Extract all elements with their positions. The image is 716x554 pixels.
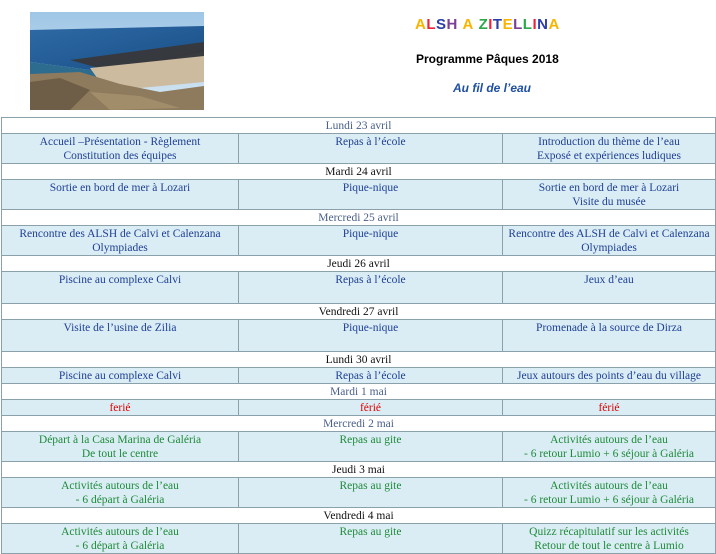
day-header-row — [2, 416, 716, 432]
day-label: Jeudi 26 avril — [2, 256, 716, 272]
activity-line: Visite du musée — [572, 196, 646, 208]
activity-row — [2, 368, 716, 384]
title-letter: A — [415, 16, 427, 33]
day-header-row — [2, 210, 716, 226]
morning-activity — [2, 400, 239, 416]
morning-activity — [2, 272, 239, 304]
lunch — [239, 226, 503, 256]
activity-row — [2, 478, 716, 508]
activity-line: Repas à l’école — [335, 370, 406, 382]
afternoon-activity — [503, 180, 716, 210]
title-letter: A — [548, 16, 560, 33]
activity-line: Sortie en bord de mer à Lozari — [538, 182, 680, 194]
day-header-row — [2, 508, 716, 524]
day-header-row — [2, 164, 716, 180]
afternoon-activity — [503, 524, 716, 554]
activity-line: Activités autours de l’eau — [61, 480, 179, 492]
activity-line: Pique-nique — [342, 182, 399, 194]
activity-line: Repas au gite — [339, 434, 402, 446]
afternoon-activity — [503, 272, 716, 304]
lunch — [239, 320, 503, 352]
day-header-row — [2, 462, 716, 478]
activity-line: - 6 départ à Galéria — [75, 540, 165, 552]
lunch — [239, 272, 503, 304]
center-title — [415, 16, 560, 33]
title-letter: H — [446, 16, 458, 33]
day-header-row — [2, 352, 716, 368]
activity-line: Rencontre des ALSH de Calvi et Calenzana — [19, 228, 221, 240]
activity-line: Jeux autours des points d’eau du village — [517, 370, 701, 382]
activity-line: - 6 retour Lumio + 6 séjour à Galéria — [524, 494, 694, 506]
program-subtitle: Programme Pâques 2018 — [416, 52, 559, 66]
activity-line: Quizz récapitulatif sur les activités — [529, 526, 689, 538]
afternoon-activity — [503, 432, 716, 462]
activity-row — [2, 524, 716, 554]
activity-line: Constitution des équipes — [63, 150, 177, 162]
afternoon-activity — [503, 368, 716, 384]
title-letter: L — [522, 16, 533, 33]
activity-line: Activités autours de l’eau — [550, 480, 668, 492]
activity-line: Piscine au complexe Calvi — [58, 370, 182, 382]
title-letter: L — [513, 16, 523, 33]
activity-line: férié — [359, 402, 382, 414]
activity-line: Piscine au complexe Calvi — [58, 274, 182, 286]
afternoon-activity — [503, 478, 716, 508]
title-letter: I — [488, 16, 493, 33]
day-label: Mercredi 2 mai — [2, 416, 716, 432]
afternoon-activity — [503, 320, 716, 352]
title-letter: L — [426, 16, 437, 33]
day-label: Lundi 30 avril — [2, 352, 716, 368]
afternoon-activity — [503, 400, 716, 416]
day-header-row — [2, 384, 716, 400]
morning-activity — [2, 524, 239, 554]
morning-activity — [2, 180, 239, 210]
lunch — [239, 478, 503, 508]
coastline-photo-drawing — [30, 12, 204, 110]
activity-line: Pique-nique — [342, 322, 399, 334]
lunch — [239, 524, 503, 554]
day-header-row — [2, 118, 716, 134]
title-letter: S — [436, 16, 447, 33]
title-letter: Z — [478, 16, 489, 33]
title-letter: T — [492, 16, 503, 33]
activity-line: Repas à l’école — [335, 136, 406, 148]
activity-line: Repas au gite — [339, 480, 402, 492]
activity-line: ferié — [109, 402, 131, 414]
lunch — [239, 134, 503, 164]
activity-line: Repas à l’école — [335, 274, 406, 286]
program-theme: Au fil de l’eau — [453, 81, 532, 95]
morning-activity — [2, 320, 239, 352]
activity-line: Sortie en bord de mer à Lozari — [49, 182, 191, 194]
activity-row — [2, 272, 716, 304]
activity-row — [2, 400, 716, 416]
afternoon-activity — [503, 134, 716, 164]
morning-activity — [2, 478, 239, 508]
activity-line: férié — [598, 402, 620, 414]
day-label: Jeudi 3 mai — [2, 462, 716, 478]
schedule-table — [1, 117, 716, 554]
activity-line: Olympiades — [92, 242, 148, 254]
day-label: Lundi 23 avril — [2, 118, 716, 134]
lunch — [239, 400, 503, 416]
title-letter: N — [537, 16, 549, 33]
morning-activity — [2, 134, 239, 164]
schedule-body — [2, 118, 716, 554]
activity-line: Activités autours de l’eau — [550, 434, 668, 446]
activity-line: Visite de l’usine de Zilia — [63, 322, 177, 334]
activity-row — [2, 432, 716, 462]
activity-row — [2, 226, 716, 256]
day-label: Vendredi 4 mai — [2, 508, 716, 524]
activity-line: Olympiades — [581, 242, 637, 254]
morning-activity — [2, 432, 239, 462]
activity-line: Rencontre des ALSH de Calvi et Calenzana — [508, 228, 710, 240]
activity-line: Retour de tout le centre à Lumio — [534, 540, 684, 552]
title-letter: I — [532, 16, 538, 33]
lunch — [239, 432, 503, 462]
activity-line: Exposé et expériences ludiques — [536, 150, 682, 162]
day-label: Mardi 24 avril — [2, 164, 716, 180]
lunch — [239, 180, 503, 210]
day-label: Vendredi 27 avril — [2, 304, 716, 320]
activity-line: Introduction du thème de l’eau — [538, 136, 680, 148]
activity-row — [2, 180, 716, 210]
activity-line: Départ à la Casa Marina de Galéria — [38, 434, 202, 446]
coastline-photo — [30, 12, 204, 110]
activity-line: Repas au gite — [339, 526, 402, 538]
day-header-row — [2, 256, 716, 272]
lunch — [239, 368, 503, 384]
activity-line: Jeux d’eau — [584, 274, 634, 286]
morning-activity — [2, 226, 239, 256]
title-letter: A — [462, 16, 474, 33]
title-letter: E — [502, 16, 514, 33]
activity-row — [2, 320, 716, 352]
afternoon-activity — [503, 226, 716, 256]
activity-line: De tout le centre — [81, 448, 159, 460]
day-header-row — [2, 304, 716, 320]
activity-line: - 6 départ à Galéria — [75, 494, 165, 506]
activity-line: Activités autours de l’eau — [61, 526, 179, 538]
activity-line: - 6 retour Lumio + 6 séjour à Galéria — [524, 448, 694, 460]
activity-line: Accueil –Présentation - Règlement — [39, 136, 201, 148]
activity-line: Promenade à la source de Dirza — [536, 322, 682, 334]
morning-activity — [2, 368, 239, 384]
activity-row — [2, 134, 716, 164]
activity-line: Pique-nique — [342, 228, 399, 240]
day-label: Mardi 1 mai — [2, 384, 716, 400]
day-label: Mercredi 25 avril — [2, 210, 716, 226]
